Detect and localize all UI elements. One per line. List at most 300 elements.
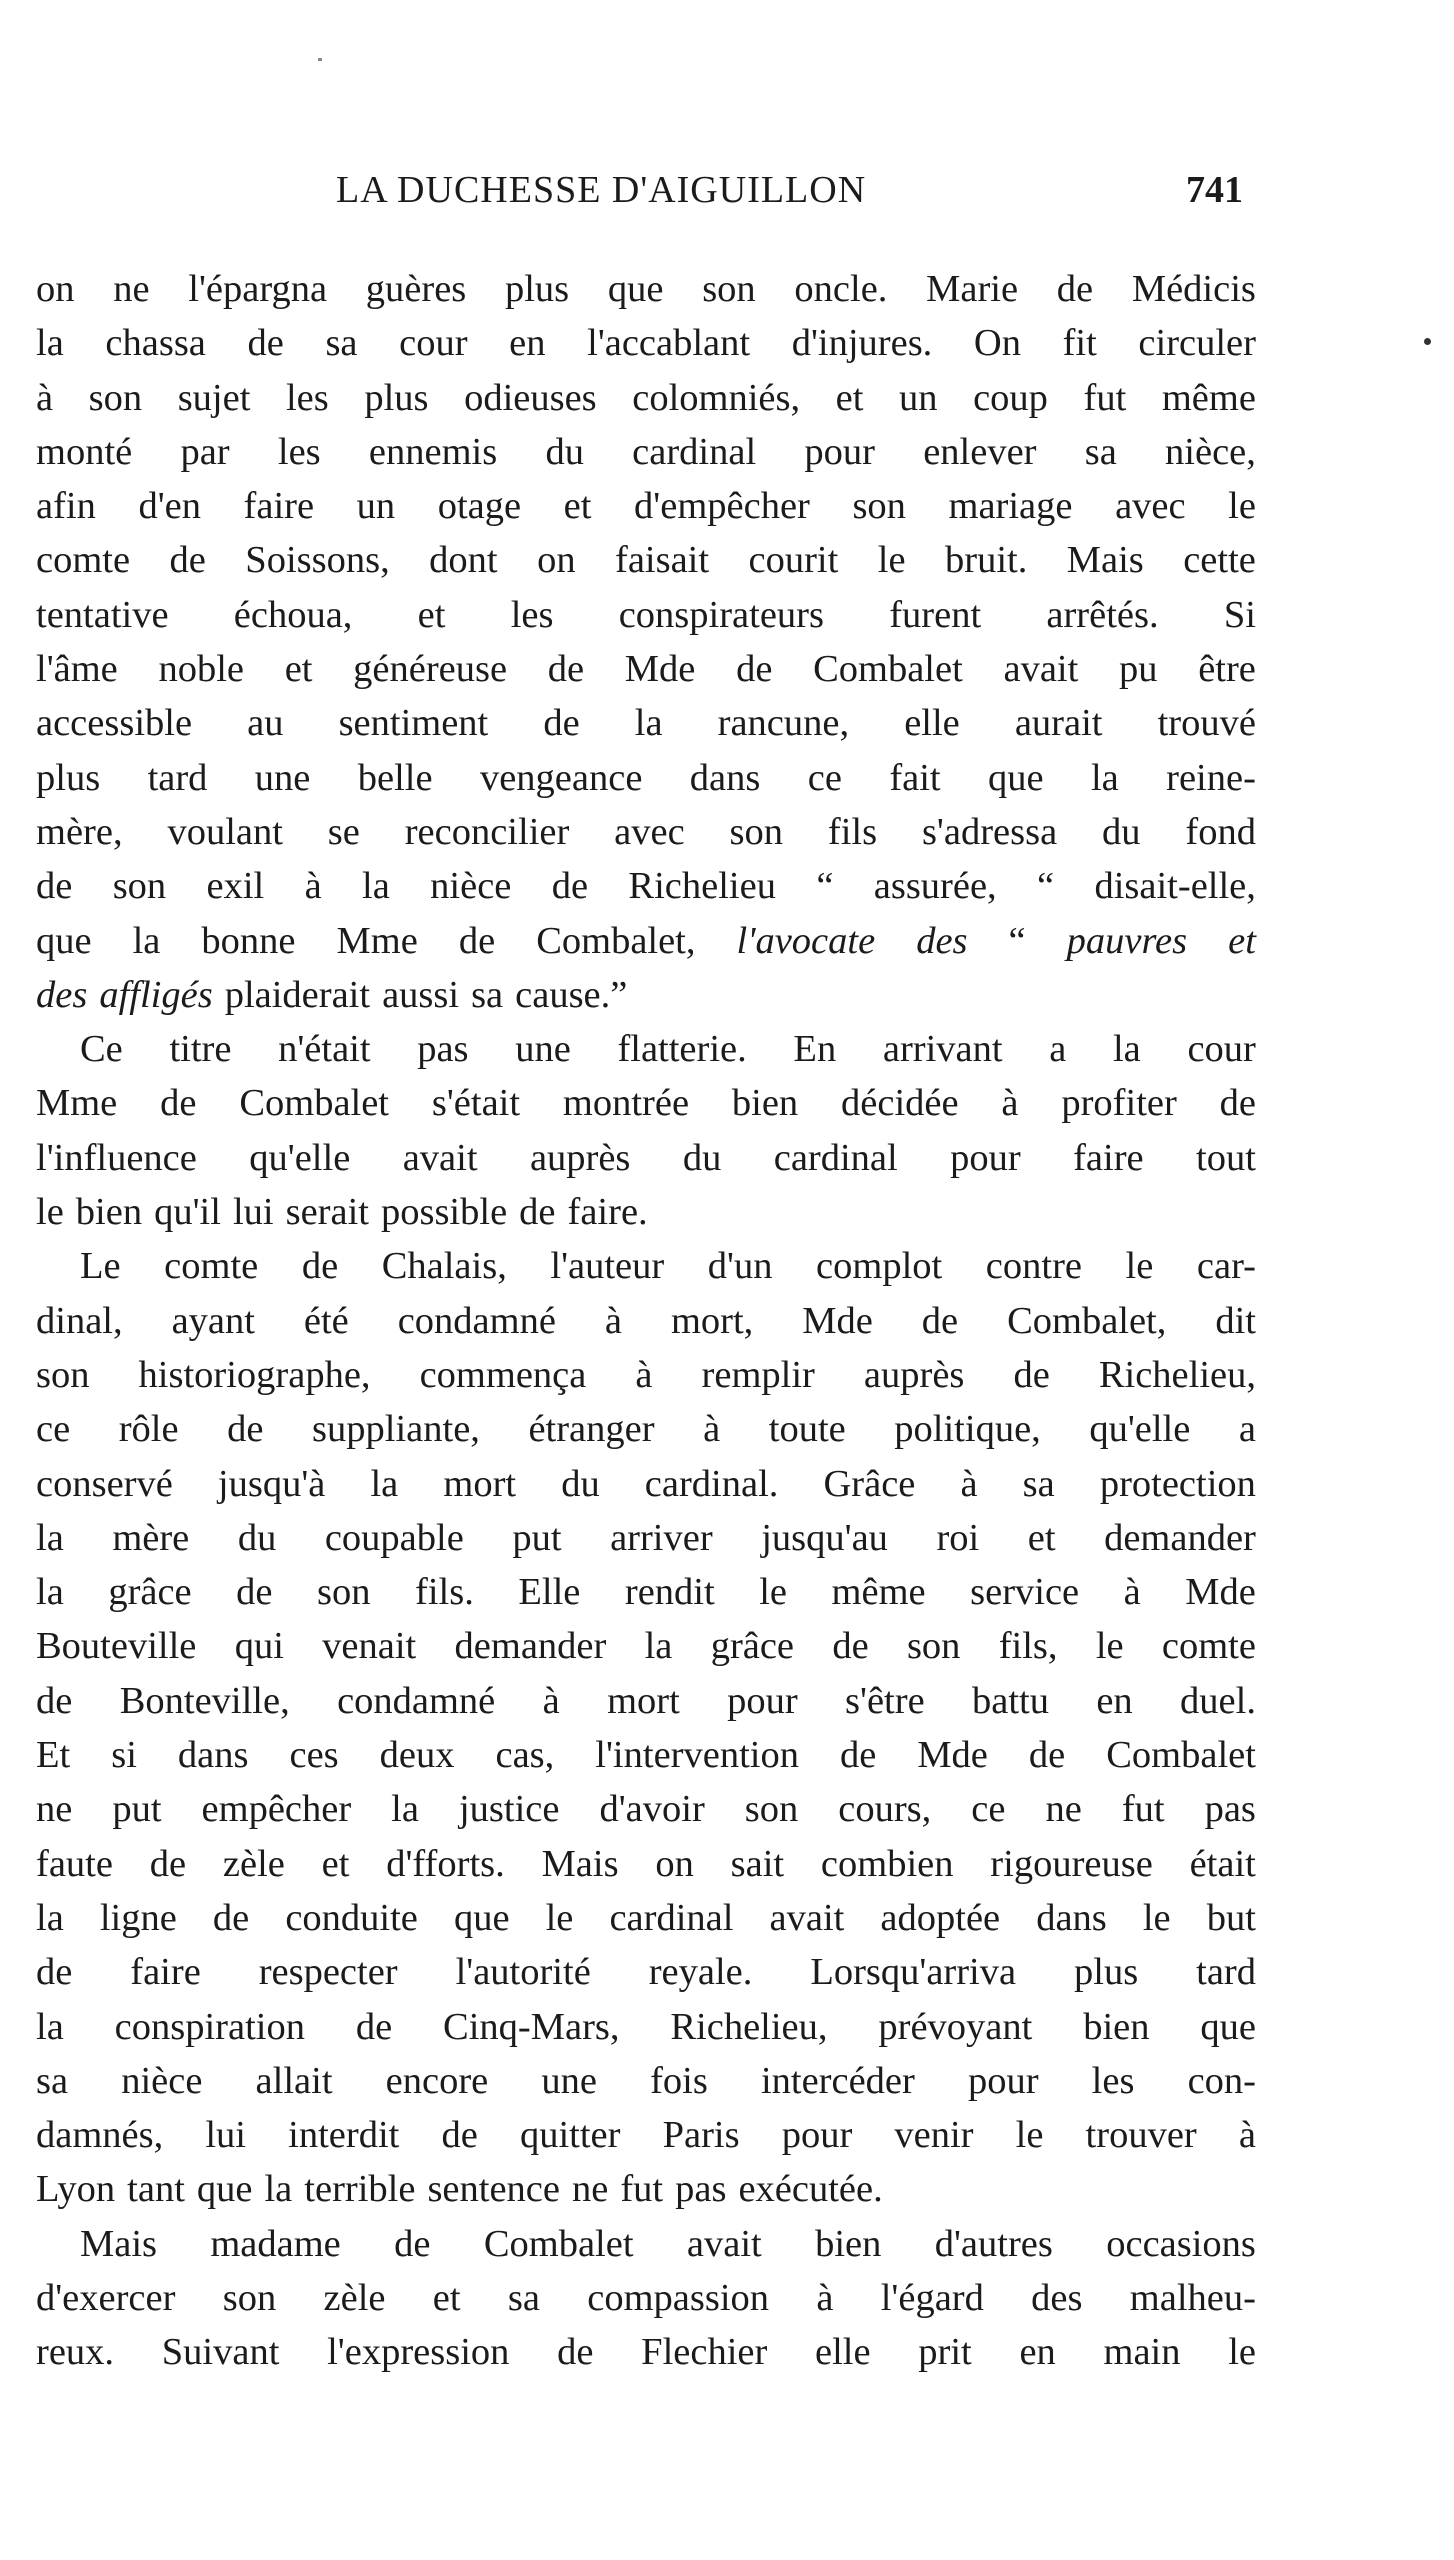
word: son bbox=[36, 1353, 90, 1396]
word: main bbox=[1103, 2331, 1181, 2374]
text-line bbox=[36, 642, 1256, 696]
word: occasions bbox=[1106, 2222, 1256, 2265]
word: que bbox=[196, 2168, 253, 2211]
word: avait bbox=[686, 2222, 762, 2265]
word: sentence bbox=[427, 2168, 560, 2211]
text-line bbox=[36, 1022, 1256, 1076]
word: but bbox=[1206, 1896, 1256, 1939]
word: à bbox=[1001, 1082, 1019, 1125]
word: accessible bbox=[36, 702, 193, 745]
text-line bbox=[36, 1728, 1256, 1782]
word: plaiderait bbox=[224, 973, 371, 1016]
word: par bbox=[180, 430, 230, 473]
word: s'adressa bbox=[921, 810, 1058, 853]
word: faire bbox=[243, 485, 315, 528]
word: voulant bbox=[167, 810, 283, 853]
word: Marie bbox=[926, 268, 1019, 310]
word: Mde bbox=[1185, 1571, 1256, 1614]
word: mère, bbox=[36, 810, 123, 853]
text-line bbox=[36, 588, 1256, 642]
word: avait bbox=[769, 1896, 845, 1939]
word: Ce bbox=[80, 1028, 123, 1071]
word: colomniés, bbox=[632, 376, 801, 419]
word: cour bbox=[399, 322, 468, 365]
word: comte bbox=[36, 539, 131, 582]
word: sujet bbox=[177, 376, 251, 419]
word: Mde bbox=[802, 1299, 873, 1342]
word: de bbox=[227, 1408, 264, 1451]
word: Combalet bbox=[483, 2222, 634, 2265]
word: de bbox=[921, 1299, 959, 1342]
word: d'un bbox=[707, 1245, 773, 1288]
word: historiographe, bbox=[138, 1353, 371, 1396]
word: demander bbox=[454, 1625, 607, 1668]
word: être bbox=[1198, 648, 1256, 691]
word: put bbox=[112, 1788, 162, 1831]
word: que bbox=[988, 756, 1044, 799]
word: en bbox=[1096, 1679, 1133, 1722]
word: Chalais, bbox=[381, 1245, 507, 1288]
word: Combalet bbox=[813, 648, 963, 691]
word: Bouteville bbox=[36, 1625, 197, 1668]
word: dont bbox=[429, 539, 498, 582]
body-text bbox=[36, 262, 1256, 2380]
word: et bbox=[1027, 1516, 1056, 1559]
word: bruit. bbox=[945, 539, 1028, 582]
word: mariage bbox=[948, 485, 1073, 528]
word: conservé bbox=[36, 1462, 173, 1505]
word: duel. bbox=[1180, 1679, 1256, 1722]
word: Et bbox=[36, 1734, 71, 1777]
word: toute bbox=[768, 1408, 846, 1451]
word: nièce bbox=[430, 865, 512, 908]
word: son bbox=[88, 376, 143, 419]
word: sa bbox=[36, 2059, 69, 2102]
word: l'épargna bbox=[188, 268, 328, 310]
word: rôle bbox=[118, 1408, 179, 1451]
text-line bbox=[36, 1891, 1256, 1945]
word: son bbox=[317, 1571, 371, 1614]
word: à bbox=[1238, 2114, 1256, 2157]
word: et bbox=[321, 1842, 350, 1885]
text-line bbox=[36, 1076, 1256, 1130]
word: montrée bbox=[562, 1082, 690, 1125]
word: d'fforts. bbox=[386, 1842, 505, 1885]
word: mort, bbox=[670, 1299, 754, 1342]
word: contre bbox=[985, 1245, 1082, 1288]
speck-mark bbox=[318, 58, 322, 61]
word: demander bbox=[1104, 1516, 1256, 1559]
word: encore bbox=[385, 2059, 489, 2102]
word: ne bbox=[1045, 1788, 1082, 1831]
word: cours, bbox=[838, 1788, 932, 1831]
word: échoua, bbox=[233, 593, 353, 636]
word: fils bbox=[827, 810, 878, 853]
word: circuler bbox=[1138, 322, 1256, 365]
word: une bbox=[254, 756, 311, 799]
word: Grâce bbox=[823, 1462, 916, 1505]
word: comte bbox=[1161, 1625, 1256, 1668]
word: deux bbox=[379, 1734, 455, 1777]
running-title: LA DUCHESSE D'AIGUILLON bbox=[336, 169, 867, 211]
word: de bbox=[169, 539, 206, 582]
text-line bbox=[36, 1945, 1256, 1999]
word: de bbox=[160, 1082, 197, 1125]
word: zèle bbox=[222, 1842, 285, 1885]
word: d'exercer bbox=[36, 2276, 176, 2319]
word: l'avocate bbox=[736, 919, 876, 962]
word: mort bbox=[443, 1462, 517, 1505]
word: dinal, bbox=[36, 1299, 123, 1342]
word: arrivant bbox=[882, 1028, 1003, 1071]
word: adoptée bbox=[880, 1896, 1001, 1939]
word: Paris bbox=[662, 2114, 740, 2157]
word: à bbox=[960, 1462, 978, 1505]
word: de bbox=[839, 1734, 877, 1777]
text-line bbox=[36, 371, 1256, 425]
word: et bbox=[835, 376, 864, 419]
word: la bbox=[36, 1896, 64, 1939]
word: madame bbox=[210, 2222, 341, 2265]
word: grâce bbox=[710, 1625, 795, 1668]
word: l'accablant bbox=[587, 322, 751, 365]
word: faute bbox=[36, 1842, 113, 1885]
word: dans bbox=[1036, 1896, 1107, 1939]
word: con- bbox=[1187, 2059, 1256, 2102]
word: à bbox=[1123, 1571, 1141, 1614]
word: possible bbox=[380, 1191, 508, 1234]
word: bien bbox=[1083, 2005, 1150, 2048]
word: l'autorité bbox=[455, 1951, 591, 1994]
word: zèle bbox=[323, 2276, 386, 2319]
word: pour bbox=[950, 1136, 1021, 1179]
word: lui bbox=[232, 1191, 274, 1234]
word: et bbox=[1228, 919, 1256, 962]
word: faire. bbox=[567, 1191, 648, 1234]
word: la bbox=[1090, 756, 1119, 799]
word: Richelieu, bbox=[670, 2005, 828, 2048]
word: de bbox=[519, 1191, 556, 1234]
word: otage bbox=[437, 485, 522, 528]
word: dans bbox=[689, 756, 761, 799]
word: d'empêcher bbox=[634, 485, 810, 528]
word: oncle. bbox=[794, 268, 888, 310]
word: on bbox=[655, 1842, 694, 1885]
word: nièce bbox=[121, 2059, 203, 2102]
word: exécutée. bbox=[738, 2168, 883, 2211]
word: cause.” bbox=[515, 973, 628, 1016]
word: mort bbox=[607, 1679, 680, 1722]
word: pas bbox=[417, 1028, 469, 1071]
word: ce bbox=[971, 1788, 1006, 1831]
word: fils, bbox=[998, 1625, 1058, 1668]
word: avait bbox=[402, 1136, 478, 1179]
word: de bbox=[736, 648, 773, 691]
word: une bbox=[541, 2059, 597, 2102]
word: son bbox=[222, 2276, 277, 2319]
word: disait-elle, bbox=[1094, 865, 1256, 908]
word: qu'elle bbox=[1089, 1408, 1191, 1451]
word: même bbox=[831, 1571, 926, 1614]
word: de bbox=[1056, 268, 1094, 310]
word: au bbox=[247, 702, 284, 745]
word: chassa bbox=[105, 322, 206, 365]
text-line bbox=[36, 425, 1256, 479]
word: la bbox=[370, 1462, 399, 1505]
word: comte bbox=[164, 1245, 259, 1288]
word: faisait bbox=[615, 539, 710, 582]
margin-dot-mark bbox=[1424, 338, 1431, 345]
word: Bonteville, bbox=[119, 1679, 290, 1722]
word: les bbox=[277, 430, 321, 473]
text-line bbox=[36, 1619, 1256, 1673]
word: si bbox=[111, 1734, 137, 1777]
word: Cinq-Mars, bbox=[443, 2005, 620, 2048]
word: le bbox=[1125, 1245, 1154, 1288]
word: On bbox=[973, 322, 1021, 365]
text-line bbox=[36, 1837, 1256, 1891]
word: damnés, bbox=[36, 2114, 164, 2157]
word: commença bbox=[419, 1353, 587, 1396]
word: généreuse bbox=[353, 648, 508, 691]
word: fut bbox=[1083, 376, 1127, 419]
word: pauvres bbox=[1066, 919, 1188, 962]
word: son bbox=[744, 1788, 799, 1831]
word: vengeance bbox=[479, 756, 643, 799]
word: En bbox=[793, 1028, 837, 1071]
word: empêcher bbox=[201, 1788, 352, 1831]
word: compassion bbox=[587, 2276, 770, 2319]
word: que bbox=[607, 268, 664, 310]
word: tard bbox=[1196, 1951, 1256, 1994]
word: les bbox=[510, 593, 554, 636]
word: fut bbox=[620, 2168, 664, 2211]
word: dans bbox=[177, 1734, 249, 1777]
text-line bbox=[36, 1239, 1256, 1293]
text-line bbox=[36, 2271, 1256, 2325]
word: jusqu'à bbox=[217, 1462, 326, 1505]
word: son bbox=[906, 1625, 961, 1668]
word: enlever bbox=[923, 430, 1037, 473]
word: d'avoir bbox=[599, 1788, 705, 1831]
word: trouvé bbox=[1157, 702, 1256, 745]
text-line bbox=[36, 2054, 1256, 2108]
text-line bbox=[36, 1402, 1256, 1456]
word: on bbox=[537, 539, 576, 582]
word: que bbox=[36, 919, 92, 962]
page-header bbox=[0, 168, 1454, 218]
word: même bbox=[1161, 376, 1256, 419]
word: courit bbox=[748, 539, 839, 582]
word: fond bbox=[1185, 810, 1256, 853]
word: l'expression bbox=[327, 2331, 510, 2374]
word: la bbox=[1112, 1028, 1141, 1071]
word: cardinal bbox=[632, 430, 757, 473]
word: bien bbox=[75, 1191, 143, 1234]
word: le bbox=[545, 1896, 574, 1939]
word: Mde bbox=[624, 648, 696, 691]
word: la bbox=[36, 1516, 64, 1559]
word: pas bbox=[675, 2168, 727, 2211]
word: on bbox=[36, 268, 75, 310]
word: dit bbox=[1215, 1299, 1256, 1342]
word: assurée, bbox=[873, 865, 997, 908]
word: plus bbox=[504, 268, 570, 310]
word: de bbox=[212, 1896, 250, 1939]
text-line bbox=[36, 914, 1256, 968]
word: sa bbox=[471, 973, 504, 1016]
word: elle bbox=[815, 2331, 871, 2374]
text-line bbox=[36, 805, 1256, 859]
word: interdit bbox=[288, 2114, 400, 2157]
word: sentiment bbox=[338, 702, 489, 745]
word: rigoureuse bbox=[990, 1842, 1153, 1885]
word: de bbox=[36, 1951, 73, 1994]
word: des bbox=[36, 973, 88, 1016]
word: cardinal. bbox=[644, 1462, 779, 1505]
word: pu bbox=[1119, 648, 1158, 691]
word: avec bbox=[614, 810, 685, 853]
word: “ bbox=[1037, 865, 1055, 908]
word: tant bbox=[127, 2168, 185, 2211]
word: s'être bbox=[845, 1679, 925, 1722]
word: terrible bbox=[304, 2168, 416, 2211]
word: et bbox=[284, 648, 313, 691]
word: la bbox=[391, 1788, 419, 1831]
word: car- bbox=[1196, 1245, 1256, 1288]
text-line bbox=[36, 1511, 1256, 1565]
word: à bbox=[703, 1408, 721, 1451]
word: combien bbox=[820, 1842, 954, 1885]
word: coup bbox=[973, 376, 1048, 419]
text-line bbox=[36, 1674, 1256, 1728]
word: ennemis bbox=[368, 430, 498, 473]
word: justice bbox=[458, 1788, 560, 1831]
word: de bbox=[301, 1245, 339, 1288]
word: Médicis bbox=[1131, 268, 1256, 310]
word: remplir bbox=[701, 1353, 815, 1396]
word: lui bbox=[205, 2114, 247, 2157]
word: Suivant bbox=[161, 2331, 280, 2374]
text-line bbox=[36, 1782, 1256, 1836]
word: du bbox=[1102, 810, 1141, 853]
word: à bbox=[604, 1299, 622, 1342]
word: arrêtés. bbox=[1046, 593, 1159, 636]
word: l'égard bbox=[880, 2276, 984, 2319]
word: son bbox=[702, 268, 756, 310]
word: ayant bbox=[171, 1299, 255, 1342]
word: Mme bbox=[336, 919, 418, 962]
word: de bbox=[543, 702, 580, 745]
word: à bbox=[304, 865, 322, 908]
word: venir bbox=[894, 2114, 974, 2157]
word: de bbox=[1028, 1734, 1066, 1777]
word: venait bbox=[322, 1625, 417, 1668]
word: qu'il bbox=[154, 1191, 221, 1234]
word: serait bbox=[285, 1191, 369, 1234]
word: ne bbox=[572, 2168, 609, 2211]
word: n'était bbox=[278, 1028, 371, 1071]
word: “ bbox=[1008, 919, 1026, 962]
word: cour bbox=[1187, 1028, 1256, 1071]
word: Elle bbox=[518, 1571, 581, 1614]
word: coupable bbox=[324, 1516, 464, 1559]
word: Combalet, bbox=[1007, 1299, 1167, 1342]
word: le bbox=[1142, 1896, 1171, 1939]
word: pas bbox=[1204, 1788, 1256, 1831]
word: Lyon bbox=[36, 2168, 116, 2211]
word: roi bbox=[936, 1516, 980, 1559]
word: exil bbox=[206, 865, 265, 908]
word: affligés bbox=[99, 973, 213, 1016]
word: de bbox=[247, 322, 284, 365]
word: Mais bbox=[80, 2222, 157, 2265]
word: le bbox=[36, 1191, 64, 1234]
word: fait bbox=[889, 756, 941, 799]
word: d'en bbox=[138, 485, 201, 528]
text-line bbox=[36, 1294, 1256, 1348]
word: nièce, bbox=[1165, 430, 1256, 473]
word: que bbox=[453, 1896, 510, 1939]
word: le bbox=[1095, 1625, 1124, 1668]
word: de bbox=[551, 865, 589, 908]
word: pour bbox=[727, 1679, 798, 1722]
word: plus bbox=[36, 756, 101, 799]
word: de bbox=[557, 2331, 594, 2374]
word: la bbox=[644, 1625, 673, 1668]
text-line bbox=[36, 1565, 1256, 1619]
word: ce bbox=[36, 1408, 71, 1451]
word: profiter bbox=[1061, 1082, 1177, 1125]
word: battu bbox=[972, 1679, 1049, 1722]
word: Si bbox=[1223, 593, 1256, 636]
word: de bbox=[36, 865, 73, 908]
word: prit bbox=[918, 2331, 972, 2374]
word: tout bbox=[1196, 1136, 1256, 1179]
word: cardinal bbox=[609, 1896, 734, 1939]
word: du bbox=[682, 1136, 722, 1179]
text-line bbox=[36, 479, 1256, 533]
word: ligne bbox=[99, 1896, 177, 1939]
text-line bbox=[36, 751, 1256, 805]
page-number: 741 bbox=[1186, 169, 1243, 211]
word: sait bbox=[730, 1842, 785, 1885]
word: fois bbox=[650, 2059, 708, 2102]
word: un bbox=[356, 485, 396, 528]
word: titre bbox=[169, 1028, 232, 1071]
word: rendit bbox=[624, 1571, 715, 1614]
word: qui bbox=[234, 1625, 284, 1668]
word: de bbox=[149, 1842, 187, 1885]
word: malheu- bbox=[1129, 2276, 1256, 2319]
word: Le bbox=[80, 1245, 121, 1288]
word: rancune, bbox=[717, 702, 850, 745]
word: le bbox=[1015, 2114, 1044, 2157]
word: reconcilier bbox=[404, 810, 570, 853]
word: quitter bbox=[519, 2114, 621, 2157]
word: noble bbox=[158, 648, 244, 691]
word: sa bbox=[507, 2276, 540, 2319]
word: son bbox=[852, 485, 906, 528]
word: la bbox=[36, 322, 64, 365]
word: de bbox=[458, 919, 496, 962]
word: la bbox=[264, 2168, 293, 2211]
word: du bbox=[545, 430, 584, 473]
word: de bbox=[236, 1571, 273, 1614]
word: bien bbox=[815, 2222, 882, 2265]
word: condamné bbox=[397, 1299, 556, 1342]
word: de bbox=[1013, 1353, 1050, 1396]
